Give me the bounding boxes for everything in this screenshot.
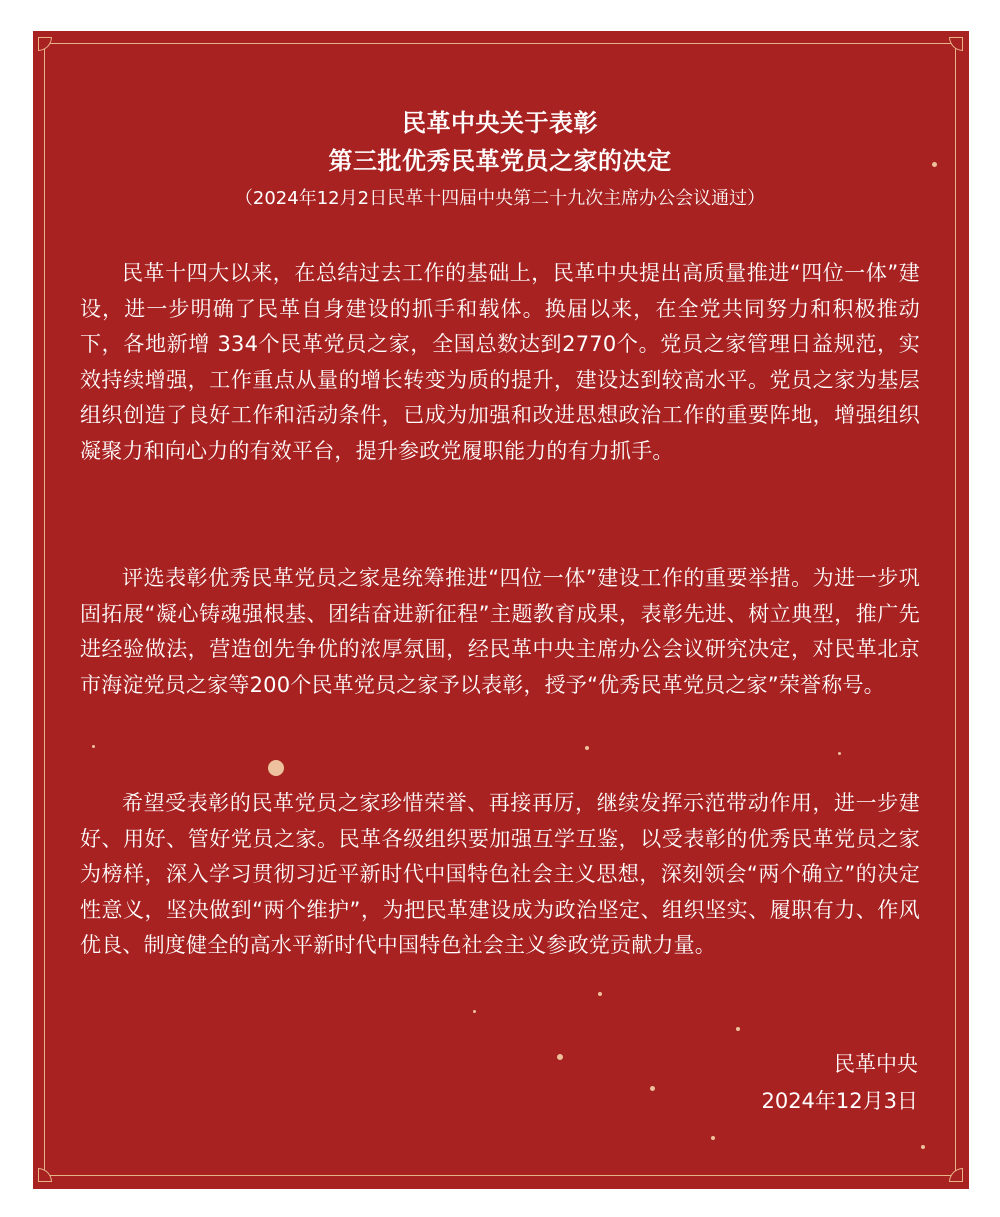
sparkle-decoration xyxy=(598,992,602,996)
sparkle-decoration xyxy=(585,746,589,750)
body-paragraph-1: 民革十四大以来，在总结过去工作的基础上，民革中央提出高质量推进“四位一体”建设，进一步明确了民革自身建设的抓手和载体。换届以来，在全党共同努力和积极推动下，各地新增 334个民革党员之家，全国总数达到2770个。党员之家管理日益规范，实效持续增强，工作重点从量的增长转变为质的提升，建设达到较高水平。党员之家为基层组织创造了良好工作和活动条件，已成为加强和改进思想政治工作的重要阵地，增强组织凝聚力和向心力的有效平台，提升参政党履职能力的有力抓手。 xyxy=(80,261,920,463)
signature-date: 2024年12月3日 xyxy=(761,1089,918,1113)
body-paragraph-2: 评选表彰优秀民革党员之家是统筹推进“四位一体”建设工作的重要举措。为进一步巩固拓展“凝心铸魂强根基、团结奋进新征程”主题教育成果，表彰先进、树立典型，推广先进经验做法，营造创先争优的浓厚氛围，经民革中央主席办公会议研究决定，对民革北京市海淀党员之家等200个民革党员之家予以表彰，授予“优秀民革党员之家”荣誉称号。 xyxy=(80,566,920,697)
sparkle-decoration xyxy=(711,1136,715,1140)
sparkle-decoration xyxy=(473,1010,476,1013)
body-paragraph-3: 希望受表彰的民革党员之家珍惜荣誉、再接再厉，继续发挥示范带动作用，进一步建好、用好、管好党员之家。民革各级组织要加强互学互鉴，以受表彰的优秀民革党员之家为榜样，深入学习贯彻习近平新时代中国特色社会主义思想，深刻领会“两个确立”的决定性意义，坚决做到“两个维护”，为把民革建设成为政治坚定、组织坚实、履职有力、作风优良、制度健全的高水平新时代中国特色社会主义参政党贡献力量。 xyxy=(80,791,920,957)
document-title-line2: 第三批优秀民革党员之家的决定 xyxy=(328,147,672,175)
sparkle-decoration xyxy=(650,1086,655,1091)
sparkle-decoration xyxy=(838,752,841,755)
sparkle-decoration xyxy=(92,745,95,748)
sparkle-decoration xyxy=(736,1027,740,1031)
signature-organization: 民革中央 xyxy=(834,1052,918,1076)
document-title-line1: 民革中央关于表彰 xyxy=(402,109,598,137)
sparkle-decoration xyxy=(921,1145,925,1149)
sparkle-decoration xyxy=(557,1054,563,1060)
sparkle-decoration xyxy=(268,760,284,776)
document-subtitle: （2024年12月2日民革十四届中央第二十九次主席办公会议通过） xyxy=(234,188,766,209)
